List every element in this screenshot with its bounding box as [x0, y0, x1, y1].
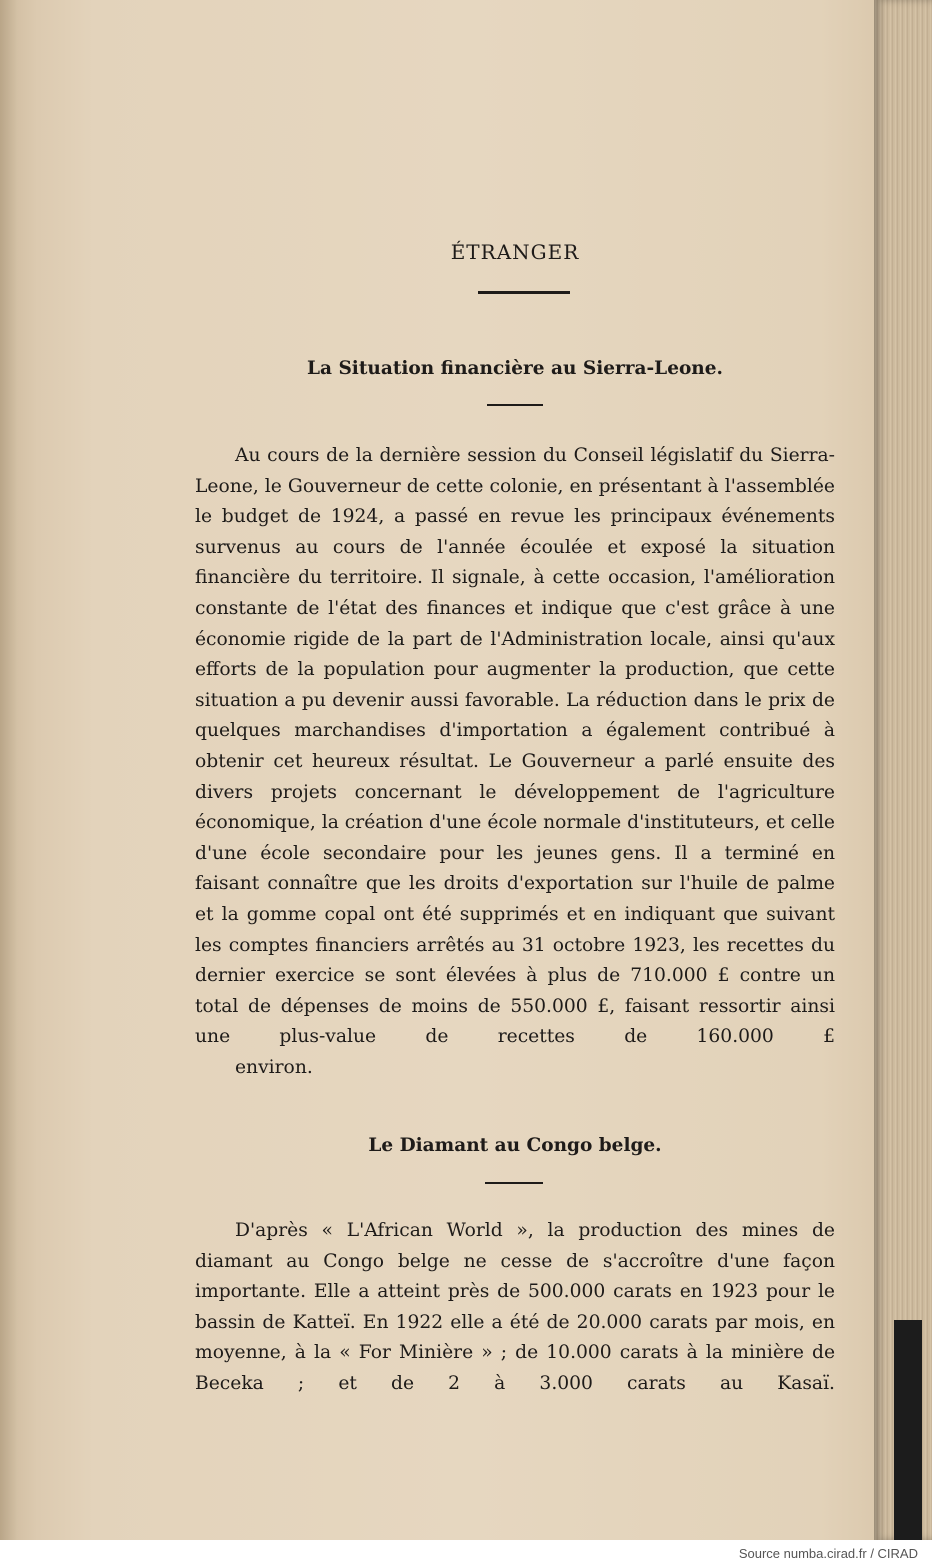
heading-rule-2 [485, 1182, 543, 1184]
book-fore-edge [874, 0, 932, 1540]
source-credit: Source numba.cirad.fr / CIRAD [738, 1546, 918, 1561]
heading-rule-1 [487, 404, 543, 406]
article-body-diamant: D'après « L'African World », la production des mines de diamant au Congo belge ne cesse de s'accroître d'une façon importante. Elle a atteint près de 500.000 carats en 1923 pour le bassin de Katteï. En 1922 elle a été de 20.000 carats par mois, en moyenne, à la « For Minière » ; de 10.000 carats à la minière de Beceka ; et de 2 à 3.000 carats au Kasaï. [195, 1220, 835, 1394]
article-body-text: Au cours de la dernière session du Conseil législatif du Sierra-Leone, le Gouverneur de cette colonie, en présentant à l'assemblée le budget de 1924, a passé en revue les principaux événements survenus au cours de l'année écoulée et exposé la situation financière du territoire. Il signale, à cette occasion, l'amélioration constante de l'état des finances et indique que c'est grâce à une économie rigide de la part de l'Administration locale, ainsi qu'aux efforts de la population pour augmenter la production, que cette situation a pu devenir aussi favorable. La réduction dans le prix de quelques marchandises d'importation a également contribué à obtenir cet heureux résultat. Le Gouverneur a parlé ensuite des divers projets concernant le développement de l'agriculture économique, la création d'une école normale d'instituteurs, et celle d'une école secondaire pour les jeunes gens. Il a terminé en faisant connaître que les droits d'exportation sur l'huile de palme et la gomme copal ont été supprimés et en indiquant que suivant les comptes financiers arrêtés au 31 octobre 1923, les recettes du dernier exercice se sont élevées à plus de 710.000 £ contre un total de dépenses de moins de 550.000 £, faisant ressortir ainsi une plus-value de recettes de 160.000 £ [195, 445, 835, 1048]
title-rule [478, 291, 570, 294]
source-footer [0, 1540, 932, 1566]
book-cover-edge [894, 1320, 922, 1540]
article-body-end: environ. [235, 1056, 313, 1078]
section-title: ÉTRANGER [450, 240, 580, 264]
page-gutter-shadow [0, 0, 18, 1540]
article-heading-diamant: Le Diamant au Congo belge. [368, 1135, 662, 1156]
article-heading-sierra-leone: La Situation financière au Sierra-Leone. [307, 358, 723, 379]
article-body-sierra-leone [195, 441, 835, 1083]
